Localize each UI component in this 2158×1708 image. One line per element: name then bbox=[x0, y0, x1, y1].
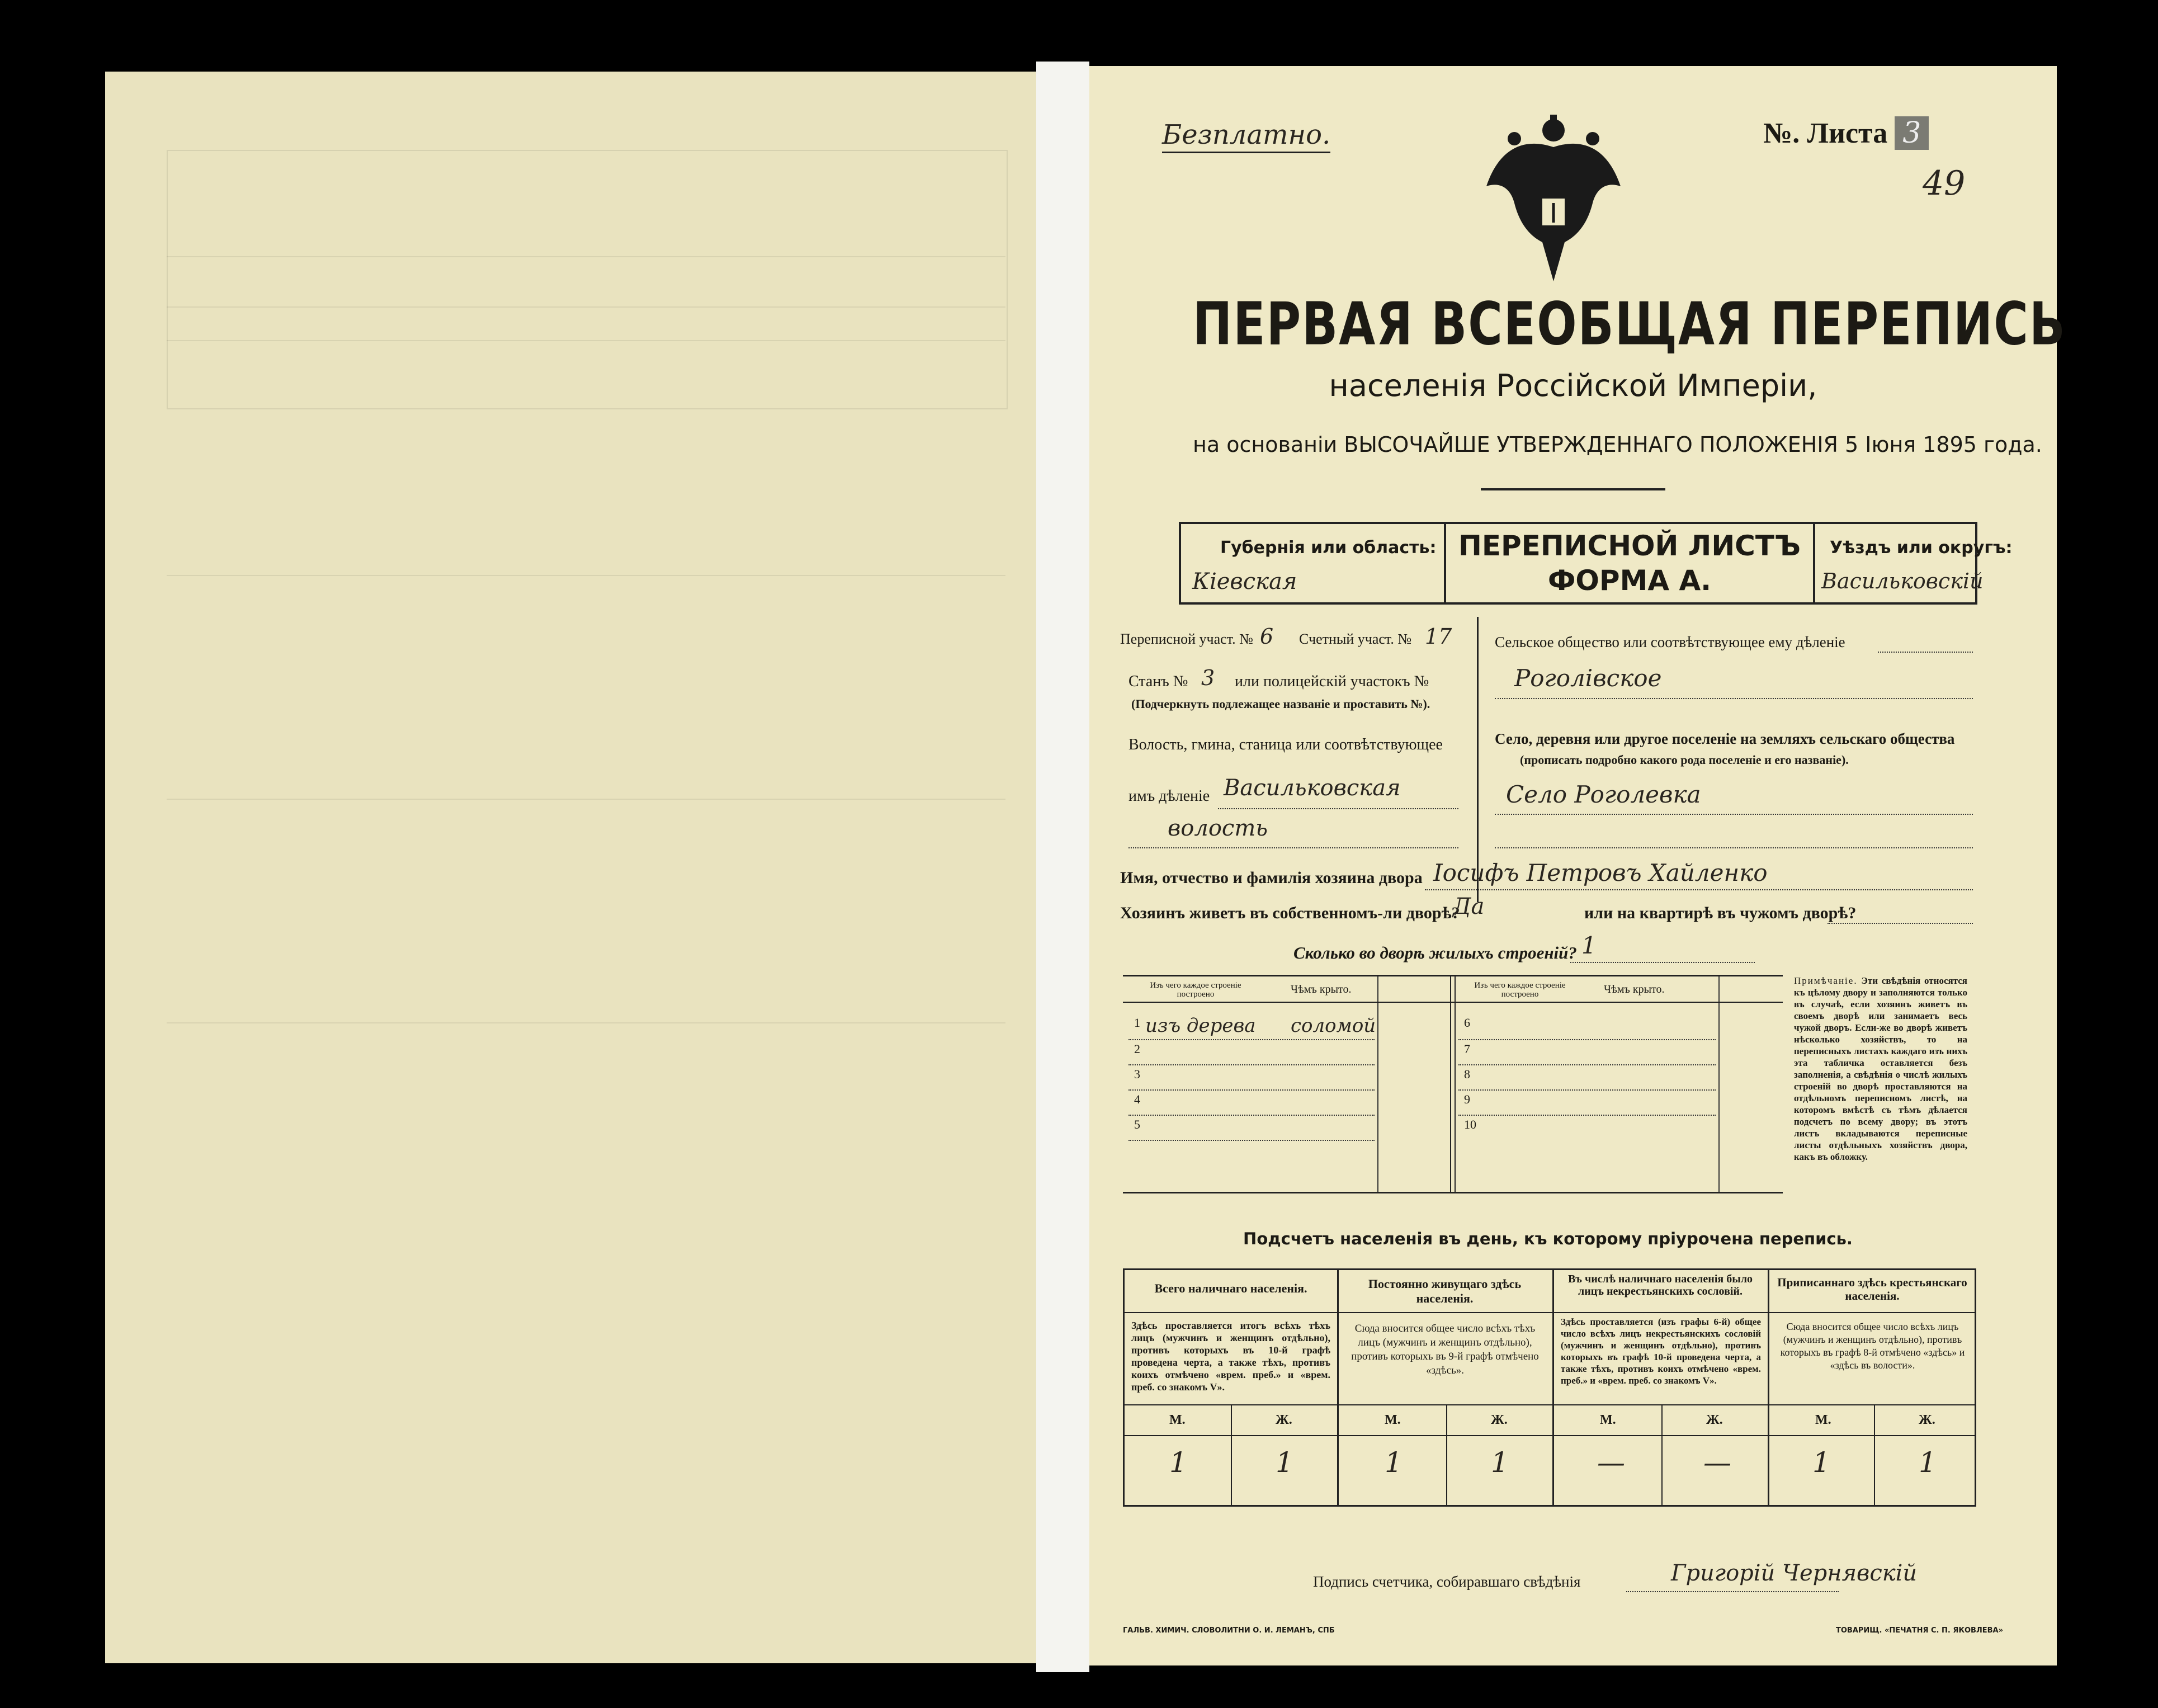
count-f-label: Ж. bbox=[1491, 1413, 1508, 1427]
uezd-label: Уѣздъ или округъ: bbox=[1830, 538, 2013, 558]
count-col-desc: Здѣсь проставляется (изъ графы 6-й) общее число всѣхъ лицъ некрестьянскихъ сословій (мужчинъ и женщинъ отдѣльно), противъ которыхъ въ графѣ 10-й проведена черта, а также тѣхъ, противъ коихъ отмѣчено «врем. преб.» и «врем. преб. со знакомъ V». bbox=[1561, 1317, 1761, 1386]
count-col-head: Постоянно живущаго здѣсь населенія. bbox=[1368, 1277, 1522, 1305]
society-value: Роголівское bbox=[1514, 664, 1662, 692]
census-form-page bbox=[1089, 66, 2066, 1665]
bleed-through-line bbox=[167, 340, 1005, 341]
main-title: ПЕРВАЯ ВСЕОБЩАЯ ПЕРЕПИСЬ bbox=[1193, 290, 2066, 358]
volost-value-1: Васильковская bbox=[1224, 775, 1401, 801]
row-number: 8 bbox=[1464, 1067, 1470, 1081]
row-number: 9 bbox=[1464, 1092, 1470, 1106]
count-col-desc: Сюда вносится общее число всѣхъ тѣхъ лицъ (мужчинъ и женщинъ отдѣльно), противъ которыхъ въ 9-й графѣ отмѣчено «здѣсь». bbox=[1351, 1323, 1539, 1376]
volost-ruler bbox=[1218, 807, 1458, 809]
page-gutter bbox=[1036, 62, 1089, 1672]
count-m-label: М. bbox=[1600, 1413, 1616, 1427]
bleed-through-table bbox=[167, 150, 1008, 409]
count-f-label: Ж. bbox=[1276, 1413, 1292, 1427]
gubernia-value: Кіевская bbox=[1192, 569, 1297, 595]
society-ruler bbox=[1878, 650, 1973, 653]
uchastok-value: 6 bbox=[1260, 624, 1274, 649]
form-header-box bbox=[1179, 522, 2013, 605]
free-label: Безплатно. bbox=[1162, 119, 1330, 153]
count-col-desc: Здѣсь проставляется итогъ всѣхъ тѣхъ лицъ (мужчинъ и женщинъ отдѣльно), противъ которыхъ въ 10-й графѣ проведена черта, а также тѣхъ, противъ коихъ отмѣчено «врем. преб.» и «врем. преб. со знакомъ V». bbox=[1131, 1320, 1330, 1393]
schetny-value: 17 bbox=[1425, 624, 1452, 649]
buildings-label: Сколько во дворѣ жилыхъ строеній? bbox=[1293, 943, 1577, 962]
volost-ruler-2 bbox=[1128, 846, 1458, 848]
volost-value-2: волость bbox=[1168, 815, 1268, 841]
note-label: Примѣчаніе. bbox=[1794, 975, 1858, 986]
owner-name-ruler bbox=[1425, 888, 1973, 890]
selo-value: Село Роголевка bbox=[1506, 781, 1701, 808]
subtitle: населенія Россійской Имперіи, bbox=[1329, 368, 1817, 403]
owner-lives-value: Да bbox=[1453, 894, 1485, 919]
count-f-label: Ж. bbox=[1919, 1413, 1935, 1427]
signature-label: Подпись счетчика, собиравшаго свѣдѣнія bbox=[1313, 1573, 1581, 1590]
count-m-value: 1 bbox=[1385, 1446, 1403, 1479]
count-m-label: М. bbox=[1385, 1413, 1401, 1427]
form-title-1: ПЕРЕПИСНОЙ ЛИСТЪ bbox=[1458, 530, 1801, 562]
bleed-through-line bbox=[167, 256, 1005, 257]
count-title: Подсчетъ населенія въ день, къ которому пріурочена перепись. bbox=[1243, 1229, 1853, 1248]
buildings-note bbox=[1794, 975, 1967, 1163]
ornament-divider bbox=[1481, 488, 1665, 490]
row-number: 6 bbox=[1464, 1016, 1470, 1030]
uchastok-label: Переписной участ. № bbox=[1120, 631, 1253, 647]
buildings-col-material-2: Изъ чего каждое строеніе построено bbox=[1474, 981, 1566, 999]
row-number: 10 bbox=[1464, 1117, 1476, 1131]
row-number: 1 bbox=[1134, 1016, 1140, 1030]
buildings-ruler bbox=[1570, 961, 1755, 963]
count-m-value: 1 bbox=[1169, 1446, 1187, 1479]
count-col-desc: Сюда вносится общее число всѣхъ лицъ (мужчинъ и женщинъ отдѣльно), противъ которыхъ въ графѣ 8-й отмѣчено «здѣсь» и «здѣсь въ волости». bbox=[1780, 1321, 1965, 1371]
row-number: 2 bbox=[1134, 1042, 1140, 1056]
count-f-value: — bbox=[1703, 1446, 1731, 1479]
count-table bbox=[1123, 1268, 1976, 1507]
society-value-ruler bbox=[1495, 697, 1973, 699]
selo-note: (прописать подробно какого рода поселеніе и его названіе). bbox=[1520, 753, 1849, 767]
count-m-value: 1 bbox=[1812, 1446, 1830, 1479]
imperial-eagle-emblem bbox=[1481, 114, 1626, 298]
count-f-value: 1 bbox=[1919, 1446, 1937, 1479]
buildings-table bbox=[1123, 975, 1783, 1193]
bleed-through-line bbox=[167, 306, 1005, 308]
count-f-value: 1 bbox=[1491, 1446, 1509, 1479]
signature-ruler bbox=[1626, 1590, 1839, 1592]
gubernia-label: Губернія или область: bbox=[1220, 538, 1437, 558]
signature-value: Григорій Чернявскій bbox=[1671, 1560, 1918, 1586]
sheet-value: 3 bbox=[1895, 116, 1929, 150]
owner-name-label: Имя, отчество и фамилія хозяина двора bbox=[1120, 869, 1423, 887]
count-col-head: Въ числѣ наличнаго населенія было лицъ некрестьянскихъ сословій. bbox=[1567, 1273, 1753, 1297]
owner-rent-ruler bbox=[1828, 922, 1973, 924]
buildings-col-roof-2: Чѣмъ крыто. bbox=[1604, 983, 1665, 995]
owner-lives-label: Хозяинъ живетъ въ собственномъ-ли дворѣ? bbox=[1120, 904, 1460, 922]
count-f-value: 1 bbox=[1276, 1446, 1293, 1479]
count-m-label: М. bbox=[1815, 1413, 1831, 1427]
selo-label: Село, деревня или другое поселеніе на земляхъ сельскаго общества bbox=[1495, 730, 1955, 747]
selo-ruler bbox=[1495, 813, 1973, 815]
buildings-col-roof: Чѣмъ крыто. bbox=[1291, 983, 1352, 995]
row-number: 3 bbox=[1134, 1067, 1140, 1081]
sheet-number bbox=[1763, 116, 1929, 150]
row-number: 5 bbox=[1134, 1117, 1140, 1131]
sheet-label: №. Листа bbox=[1763, 117, 1888, 149]
bleed-through-line bbox=[167, 575, 1005, 576]
count-m-value: — bbox=[1597, 1446, 1625, 1479]
volost-label-2: имъ дѣленіе bbox=[1128, 787, 1210, 805]
bleed-through-line bbox=[167, 799, 1005, 800]
bleed-through-line bbox=[167, 1022, 1005, 1023]
building-material: изъ дерева bbox=[1145, 1015, 1256, 1037]
count-f-label: Ж. bbox=[1706, 1413, 1723, 1427]
left-page bbox=[105, 72, 1036, 1663]
note-text: Эти свѣдѣнія относятся къ цѣлому двору и заполняются только въ случаѣ, если хозяинъ живетъ въ своемъ дворѣ или занимаетъ весь чужой дворъ. Если-же во дворѣ живетъ нѣсколько хозяйствъ, то на переписныхъ листахъ каждаго изъ нихъ эта табличка оставляется безъ заполненія, а свѣдѣнія о числѣ жилыхъ строеній во дворѣ проставляются на отдѣльномъ переписномъ листѣ, на которомъ вмѣстѣ съ тѣмъ дѣлается подсчетъ по всему двору; въ этотъ листъ вкладываются переписные листы отдѣльныхъ хозяйствъ двора, какъ въ обложку. bbox=[1794, 975, 1967, 1162]
count-col-head: Приписаннаго здѣсь крестьянскаго населенія. bbox=[1777, 1276, 1967, 1303]
building-roof: соломой bbox=[1291, 1015, 1376, 1037]
count-col-head: Всего наличнаго населенія. bbox=[1154, 1281, 1307, 1295]
count-m-label: М. bbox=[1169, 1413, 1186, 1427]
uezd-value: Васильковскій bbox=[1821, 569, 1984, 593]
stan-label: Станъ № bbox=[1128, 673, 1188, 690]
imprint-left: ГАЛЬВ. ХИМИЧ. СЛОВОЛИТНИ О. И. ЛЕМАНЪ, СПБ bbox=[1123, 1626, 1335, 1635]
stan-value: 3 bbox=[1201, 666, 1215, 690]
volost-label-1: Волость, гмина, станица или соотвѣтствующее bbox=[1128, 736, 1443, 753]
underline-note: (Подчеркнуть подлежащее названіе и проставить №). bbox=[1131, 697, 1430, 711]
owner-rent-label: или на квартирѣ въ чужомъ дворѣ? bbox=[1584, 904, 1857, 922]
owner-name-value: Іосифъ Петровъ Хайленко bbox=[1433, 859, 1768, 886]
society-label: Сельское общество или соотвѣтствующее ему дѣленіе bbox=[1495, 634, 1845, 650]
basis-line: на основаніи ВЫСОЧАЙШЕ УТВЕРЖДЕННАГО ПОЛОЖЕНІЯ 5 Іюня 1895 года. bbox=[1193, 432, 2042, 457]
row-number: 7 bbox=[1464, 1042, 1470, 1056]
selo-ruler-2 bbox=[1495, 846, 1973, 848]
buildings-value: 1 bbox=[1581, 932, 1597, 959]
buildings-col-material: Изъ чего каждое строеніе построено bbox=[1150, 981, 1241, 999]
row-number: 4 bbox=[1134, 1092, 1140, 1106]
police-label: или полицейскій участокъ № bbox=[1235, 673, 1429, 690]
schetny-label: Счетный участ. № bbox=[1299, 631, 1412, 647]
archive-number: 49 bbox=[1923, 164, 1966, 203]
imprint-right: ТОВАРИЩ. «ПЕЧАТНЯ С. П. ЯКОВЛЕВА» bbox=[1836, 1626, 2003, 1635]
form-title-2: ФОРМА А. bbox=[1547, 564, 1712, 597]
